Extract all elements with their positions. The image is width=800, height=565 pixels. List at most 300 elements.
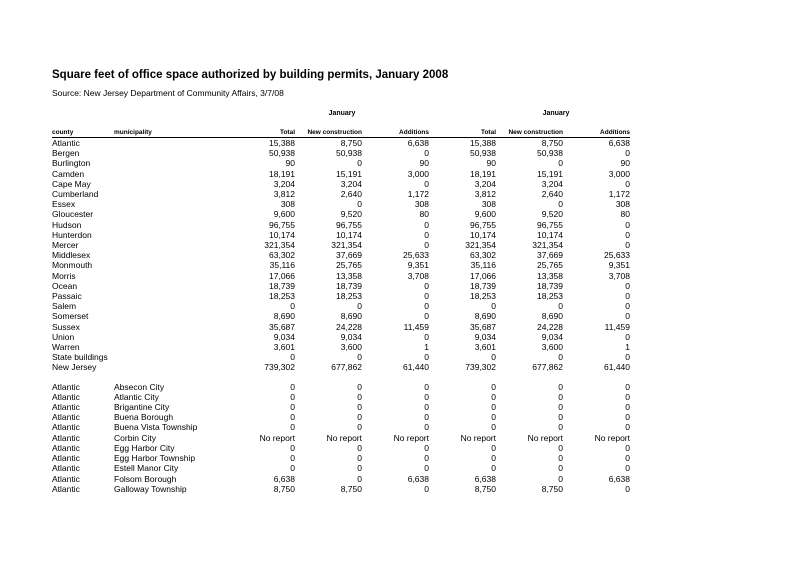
table-row [52,422,630,432]
value-cell: 13,358 [336,270,362,281]
value-cell: 6,638 [407,138,429,148]
value-cell: 677,862 [532,362,563,373]
value-cell: 25,765 [537,260,563,271]
value-cell: 0 [290,352,295,363]
value-cell: 0 [558,301,563,312]
value-cell: 0 [290,402,295,413]
header-new-construction-2: New construction [508,129,563,136]
county-cell: Atlantic [52,463,80,474]
value-cell: 308 [481,199,496,210]
value-cell: 61,440 [604,362,630,373]
value-cell: 0 [558,381,563,392]
municipality-cell [114,281,228,291]
municipality-cell [114,260,228,270]
value-cell: 35,116 [269,260,295,271]
table-row [52,240,630,250]
municipality-cell: Estell Manor City [114,463,179,474]
value-cell: 0 [491,301,496,312]
value-cell: 0 [424,229,429,240]
county-rows [52,138,630,373]
value-cell: 0 [424,483,429,494]
value-cell: 50,938 [269,148,295,159]
table-row [52,443,630,453]
value-cell: 0 [357,158,362,169]
value-cell: 0 [558,442,563,453]
value-cell: 0 [625,280,630,291]
value-cell: 0 [491,453,496,464]
value-cell: 0 [357,391,362,402]
table-row [52,189,630,199]
value-cell: 0 [625,483,630,494]
county-cell: Mercer [52,240,79,251]
value-cell: 0 [357,422,362,433]
value-cell: 321,354 [331,240,362,251]
value-cell: 9,520 [541,209,563,220]
value-cell: No report [326,432,362,443]
value-cell: 0 [357,381,362,392]
municipality-cell [114,322,228,332]
municipality-cell: Absecon City [114,381,165,392]
table-row [52,281,630,291]
value-cell: 15,191 [537,168,563,179]
value-cell: 0 [558,352,563,363]
value-cell: 0 [625,442,630,453]
table-row [52,209,630,219]
value-cell: 0 [625,219,630,230]
value-cell: 35,116 [470,260,496,271]
county-cell: Passaic [52,291,82,302]
table-row [52,453,630,463]
county-cell: Ocean [52,280,78,291]
county-cell: Middlesex [52,250,91,261]
value-cell: 50,938 [336,148,362,159]
municipality-cell [114,250,228,260]
value-cell: 0 [491,442,496,453]
value-cell: 3,600 [541,342,563,353]
value-cell: 0 [424,412,429,423]
value-cell: 3,000 [608,168,630,179]
value-cell: 0 [424,352,429,363]
value-cell: 0 [625,240,630,251]
county-cell: Atlantic [52,453,80,464]
value-cell: 11,459 [403,321,429,332]
value-cell: 3,601 [273,342,295,353]
value-cell: 0 [491,391,496,402]
value-cell: 90 [486,158,496,169]
value-cell: 0 [357,453,362,464]
municipality-cell: Egg Harbor City [114,442,175,453]
value-cell: 80 [620,209,630,220]
period-label-right: January [542,110,570,117]
value-cell: 2,640 [340,189,362,200]
table-row [52,412,630,422]
value-cell: 10,174 [336,229,362,240]
value-cell: 0 [290,442,295,453]
table-row [52,311,630,321]
value-cell: 0 [357,199,362,210]
value-cell: 6,638 [407,473,429,484]
table-row [52,291,630,301]
value-cell: 1,172 [608,189,630,200]
value-cell: 0 [424,291,429,302]
value-cell: 3,204 [273,178,295,189]
value-cell: 308 [280,199,295,210]
value-cell: 10,174 [537,229,563,240]
value-cell: 25,633 [604,250,630,261]
table-header-row [52,128,630,138]
table-row [52,484,630,494]
value-cell: 9,600 [273,209,295,220]
value-cell: 96,755 [336,219,362,230]
value-cell: 11,459 [604,321,630,332]
value-cell: 63,302 [470,250,496,261]
county-cell: Atlantic [52,422,80,433]
value-cell: 0 [290,412,295,423]
value-cell: 8,690 [340,311,362,322]
county-cell: Warren [52,342,80,353]
value-cell: 15,191 [336,168,362,179]
value-cell: 0 [424,178,429,189]
value-cell: 18,191 [269,168,295,179]
county-cell: Essex [52,199,76,210]
value-cell: No report [594,432,630,443]
header-additions-2: Additions [600,129,630,136]
value-cell: 0 [357,473,362,484]
value-cell: 0 [357,402,362,413]
county-cell: Somerset [52,311,89,322]
value-cell: 3,708 [407,270,429,281]
county-cell: Morris [52,270,76,281]
value-cell: 0 [558,422,563,433]
value-cell: 0 [625,412,630,423]
value-cell: 8,750 [541,483,563,494]
header-municipality: municipality [114,129,152,136]
value-cell: 0 [491,381,496,392]
value-cell: 1 [424,342,429,353]
value-cell: 9,351 [608,260,630,271]
value-cell: 0 [558,473,563,484]
table-row [52,158,630,168]
spacer-body [52,373,630,382]
value-cell: 0 [424,148,429,159]
value-cell: 18,253 [537,291,563,302]
value-cell: 3,000 [407,168,429,179]
value-cell: 739,302 [465,362,496,373]
value-cell: 8,750 [340,483,362,494]
value-cell: 0 [625,291,630,302]
value-cell: 18,739 [537,280,563,291]
value-cell: 321,354 [264,240,295,251]
value-cell: 0 [625,148,630,159]
municipality-rows [52,382,630,494]
value-cell: 8,690 [541,311,563,322]
county-cell: State buildings [52,352,108,363]
table-row [52,463,630,473]
value-cell: 0 [424,219,429,230]
value-cell: 3,204 [474,178,496,189]
value-cell: 0 [357,412,362,423]
municipality-cell [114,138,228,149]
value-cell: 13,358 [537,270,563,281]
value-cell: 18,191 [470,168,496,179]
municipality-cell [114,169,228,179]
value-cell: 8,750 [541,138,563,148]
value-cell: 0 [357,442,362,453]
value-cell: No report [393,432,429,443]
value-cell: 3,204 [340,178,362,189]
value-cell: 0 [491,422,496,433]
value-cell: 0 [558,402,563,413]
municipality-cell: Atlantic City [114,391,159,402]
table-row [52,220,630,230]
value-cell: 9,034 [340,331,362,342]
value-cell: 9,600 [474,209,496,220]
value-cell: 8,690 [474,311,496,322]
value-cell: 3,812 [273,189,295,200]
value-cell: 3,812 [474,189,496,200]
value-cell: 0 [558,463,563,474]
county-cell: Monmouth [52,260,93,271]
value-cell: 739,302 [264,362,295,373]
value-cell: 50,938 [537,148,563,159]
value-cell: 0 [290,391,295,402]
value-cell: 17,066 [470,270,496,281]
county-cell: Bergen [52,148,80,159]
municipality-cell [114,199,228,209]
county-cell: Camden [52,168,85,179]
value-cell: 0 [424,311,429,322]
county-cell: Hunterdon [52,229,92,240]
value-cell: 3,601 [474,342,496,353]
value-cell: 0 [491,352,496,363]
value-cell: 37,669 [537,250,563,261]
municipality-cell [114,311,228,321]
table-row [52,392,630,402]
county-cell: Cape May [52,178,91,189]
value-cell: 2,640 [541,189,563,200]
table-row [52,138,630,149]
value-cell: 0 [424,381,429,392]
value-cell: 8,690 [273,311,295,322]
municipality-cell [114,240,228,250]
spacer-row [52,373,630,382]
value-cell: 0 [424,391,429,402]
value-cell: 0 [424,240,429,251]
value-cell: 6,638 [608,138,630,148]
value-cell: 321,354 [532,240,563,251]
value-cell: No report [527,432,563,443]
value-cell: 37,669 [336,250,362,261]
municipality-cell [114,352,228,362]
value-cell: 0 [558,412,563,423]
value-cell: 0 [625,391,630,402]
municipality-cell [114,148,228,158]
value-cell: 0 [625,229,630,240]
value-cell: No report [460,432,496,443]
value-cell: 15,388 [470,138,496,148]
value-cell: No report [259,432,295,443]
value-cell: 6,638 [474,473,496,484]
header-total-2: Total [480,129,496,136]
value-cell: 0 [290,381,295,392]
value-cell: 0 [424,422,429,433]
value-cell: 9,034 [541,331,563,342]
table-row [52,352,630,362]
value-cell: 0 [558,391,563,402]
county-cell: Gloucester [52,209,94,220]
municipality-cell [114,271,228,281]
county-cell: Atlantic [52,391,80,402]
municipality-cell: Brigantine City [114,402,170,413]
value-cell: 8,750 [273,483,295,494]
value-cell: 308 [615,199,630,210]
value-cell: 63,302 [269,250,295,261]
value-cell: 18,253 [336,291,362,302]
value-cell: 1,172 [407,189,429,200]
value-cell: 0 [424,301,429,312]
value-cell: 15,388 [269,138,295,148]
table-row [52,230,630,240]
value-cell: 0 [424,463,429,474]
county-cell: Salem [52,301,77,312]
value-cell: 0 [491,463,496,474]
municipality-cell [114,179,228,189]
value-cell: 0 [625,453,630,464]
value-cell: 677,862 [331,362,362,373]
value-cell: 25,765 [336,260,362,271]
value-cell: 24,228 [336,321,362,332]
value-cell: 0 [558,453,563,464]
table-row [52,301,630,311]
value-cell: 0 [558,158,563,169]
table-row [52,474,630,484]
value-cell: 0 [625,381,630,392]
value-cell: 90 [285,158,295,169]
municipality-cell: Corbin City [114,432,157,443]
table-row [52,433,630,443]
county-cell: Atlantic [52,473,80,484]
value-cell: 0 [357,301,362,312]
header-new-construction: New construction [307,129,362,136]
value-cell: 6,638 [608,473,630,484]
report-title: Square feet of office space authorized by building permits, January 2008 [52,69,449,81]
table-row [52,362,630,372]
table-row [52,271,630,281]
value-cell: 18,253 [269,291,295,302]
value-cell: 0 [625,311,630,322]
value-cell: 18,739 [336,280,362,291]
county-cell: New Jersey [52,362,97,373]
value-cell: 35,687 [470,321,496,332]
table-row [52,342,630,352]
value-cell: 3,204 [541,178,563,189]
value-cell: 308 [414,199,429,210]
municipality-cell [114,209,228,219]
value-cell: 1 [625,342,630,353]
value-cell: 0 [625,463,630,474]
header-additions: Additions [399,129,429,136]
value-cell: 3,708 [608,270,630,281]
value-cell: 9,520 [340,209,362,220]
municipality-cell [114,362,228,372]
value-cell: 96,755 [269,219,295,230]
municipality-cell [114,332,228,342]
value-cell: 3,600 [340,342,362,353]
table-row [52,332,630,342]
value-cell: 0 [357,463,362,474]
value-cell: 8,750 [474,483,496,494]
county-cell: Union [52,331,75,342]
value-cell: 18,739 [470,280,496,291]
value-cell: 0 [491,412,496,423]
table-row [52,322,630,332]
value-cell: 10,174 [470,229,496,240]
value-cell: 0 [290,463,295,474]
value-cell: 321,354 [465,240,496,251]
value-cell: 17,066 [269,270,295,281]
source-note: Source: New Jersey Department of Community Affairs, 3/7/08 [52,88,284,98]
value-cell: 9,034 [474,331,496,342]
value-cell: 24,228 [537,321,563,332]
value-cell: 18,253 [470,291,496,302]
value-cell: 9,034 [273,331,295,342]
value-cell: 80 [419,209,429,220]
value-cell: 25,633 [403,250,429,261]
county-cell: Atlantic [52,432,80,443]
table-row [52,402,630,412]
value-cell: 50,938 [470,148,496,159]
municipality-cell [114,158,228,168]
municipality-cell [114,220,228,230]
table-row [52,250,630,260]
value-cell: 0 [625,178,630,189]
value-cell: 18,739 [269,280,295,291]
table-row [52,179,630,189]
value-cell: 35,687 [269,321,295,332]
municipality-cell [114,301,228,311]
value-cell: 61,440 [403,362,429,373]
table-row [52,199,630,209]
table-row [52,148,630,158]
municipality-cell [114,189,228,199]
value-cell: 0 [424,280,429,291]
value-cell: 96,755 [470,219,496,230]
municipality-cell: Buena Vista Township [114,422,198,433]
table-row [52,260,630,270]
value-cell: 0 [625,301,630,312]
value-cell: 90 [419,158,429,169]
municipality-cell [114,291,228,301]
value-cell: 8,750 [340,138,362,148]
value-cell: 0 [558,199,563,210]
municipality-cell: Folsom Borough [114,473,177,484]
value-cell: 0 [424,442,429,453]
table-row [52,169,630,179]
county-cell: Atlantic [52,483,80,494]
header-total: Total [279,129,295,136]
value-cell: 0 [625,331,630,342]
permits-table [52,128,630,494]
county-cell: Hudson [52,219,82,230]
value-cell: 90 [620,158,630,169]
table-row [52,382,630,392]
value-cell: 96,755 [537,219,563,230]
municipality-cell: Galloway Township [114,483,187,494]
county-cell: Atlantic [52,381,80,392]
value-cell: 0 [424,402,429,413]
municipality-cell: Egg Harbor Township [114,453,196,464]
county-cell: Atlantic [52,442,80,453]
